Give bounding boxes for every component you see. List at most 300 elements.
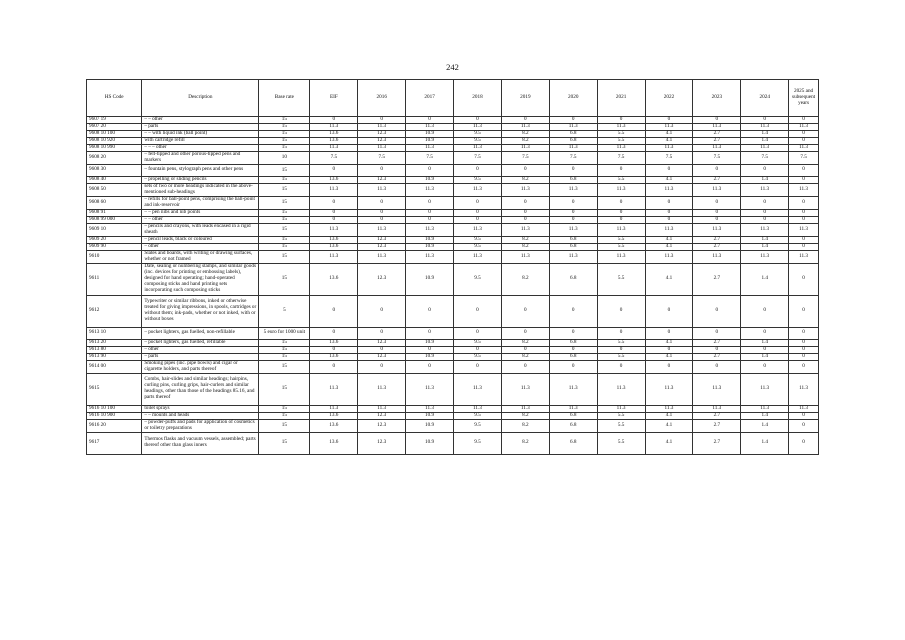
table-body [87,117,819,455]
rate-cell: 0 [645,164,693,176]
rate-cell: 0 [310,346,358,353]
rate-cell: 0 [597,209,645,216]
base-rate-cell: 15 [259,250,310,263]
rate-cell: 0 [310,295,358,327]
rate-cell: 7.5 [693,152,741,165]
col-eif: EIF [310,80,358,117]
hs-code-cell: 9608 50 [87,183,142,196]
col-2023: 2023 [693,80,741,117]
header-row [87,80,819,117]
rate-cell: 11.3 [549,145,597,152]
rate-cell: 7.5 [310,152,358,165]
rate-cell: 0 [597,196,645,209]
col-2018: 2018 [454,80,502,117]
base-rate-cell: 5 euro for 1000 unit [259,327,310,339]
description-cell: Smoking pipes (inc. pipe bowls) and cigar or cigarette holders, and parts thereof [142,360,259,373]
hs-code-cell: 9615 [87,373,142,405]
rate-cell: 11.3 [645,183,693,196]
table-row [87,152,819,165]
rate-cell: 0 [358,209,406,216]
hs-code-cell: 9613 90 [87,353,142,360]
description-cell: – parts [142,124,259,131]
description-cell: – – with liquid ink (ball point) [142,131,259,138]
rate-cell: 12.3 [358,243,406,250]
base-rate-cell: 15 [259,196,310,209]
rate-cell: 5.5 [597,339,645,346]
rate-cell: 13.6 [310,131,358,138]
rate-cell: 6.8 [549,339,597,346]
rate-cell: 0 [549,164,597,176]
rate-cell: 11.3 [597,373,645,405]
rate-cell: 11.3 [693,223,741,236]
base-rate-cell: 15 [259,164,310,176]
rate-cell: 2.7 [693,339,741,346]
rate-cell: 0 [310,327,358,339]
rate-cell: 0 [789,327,819,339]
rate-cell: 11.3 [741,183,789,196]
col-2020: 2020 [549,80,597,117]
rate-cell: 10.9 [406,243,454,250]
rate-cell: 4.1 [645,432,693,454]
col-hs-code: HS Code [87,80,142,117]
rate-cell: 11.3 [789,405,819,412]
base-rate-cell: 15 [259,360,310,373]
description-cell: Slates and boards, with writing or drawing surfaces, whether or not framed [142,250,259,263]
table-row [87,405,819,412]
rate-cell: 0 [454,295,502,327]
table-row [87,236,819,243]
rate-cell: 0 [549,327,597,339]
hs-code-cell: 9608 99 000 [87,216,142,223]
rate-cell: 0 [310,117,358,124]
rate-cell: 7.5 [454,152,502,165]
description-cell: – – other [142,216,259,223]
rate-cell: 11.3 [693,183,741,196]
base-rate-cell: 15 [259,412,310,419]
rate-cell: 5.5 [597,236,645,243]
hs-code-cell: 9612 [87,295,142,327]
table-row [87,117,819,124]
rate-cell: 11.3 [310,405,358,412]
rate-cell: 11.3 [645,250,693,263]
rate-cell: 12.3 [358,339,406,346]
rate-cell: 11.3 [741,405,789,412]
hs-code-cell: 9613 80 [87,346,142,353]
rate-cell: 0 [358,327,406,339]
rate-cell: 6.8 [549,419,597,432]
table-row [87,196,819,209]
description-cell: Combs, hair-slides and similar headings; hairpins, curling pins, curling grips, hair-curlers and similar headings, other than those of the headings 85.16, and parts thereof [142,373,259,405]
rate-cell: 11.3 [406,223,454,236]
rate-cell: 0 [597,164,645,176]
rate-cell: 0 [789,196,819,209]
rate-cell: 11.3 [789,223,819,236]
rate-cell: 6.8 [549,236,597,243]
rate-cell: 11.3 [741,124,789,131]
rate-cell: 0 [789,339,819,346]
rate-cell: 12.3 [358,353,406,360]
rate-cell: 7.5 [358,152,406,165]
rate-cell: 11.3 [597,183,645,196]
rate-cell: 1.4 [741,176,789,183]
rate-cell: 11.3 [501,223,549,236]
rate-cell: 11.3 [693,373,741,405]
rate-cell: 0 [501,216,549,223]
rate-cell: 11.3 [597,145,645,152]
description-cell: – pencil leads, black or coloured [142,236,259,243]
rate-cell: 0 [789,176,819,183]
hs-code-cell: 9607 19 [87,117,142,124]
rate-cell: 2.7 [693,131,741,138]
rate-cell: 0 [693,295,741,327]
description-cell: – pencils and crayons, with leads encased in a rigid sheath [142,223,259,236]
rate-cell: 11.3 [741,373,789,405]
rate-cell: 2.7 [693,353,741,360]
rate-cell: 0 [406,164,454,176]
rate-cell: 8.2 [501,432,549,454]
rate-cell: 13.6 [310,339,358,346]
rate-cell: 9.5 [454,339,502,346]
rate-cell: 9.5 [454,138,502,145]
table-row [87,209,819,216]
rate-cell: 0 [789,432,819,454]
rate-cell: 0 [406,327,454,339]
rate-cell: 0 [645,295,693,327]
rate-cell: 0 [406,346,454,353]
rate-cell: 11.3 [310,124,358,131]
rate-cell: 11.3 [310,250,358,263]
rate-cell: 1.4 [741,419,789,432]
col-2019: 2019 [501,80,549,117]
rate-cell: 8.2 [501,419,549,432]
rate-cell: 11.3 [454,183,502,196]
rate-cell: 11.3 [310,373,358,405]
description-cell: Date, sealing or numbering stamps, and similar goods (inc. devices for printing or embossing labels), designed for hand operating; hand-operated composing sticks and hand printing sets incorporating such composing sticks [142,263,259,295]
rate-cell: 0 [501,209,549,216]
table-row [87,138,819,145]
rate-cell: 0 [597,216,645,223]
base-rate-cell: 15 [259,373,310,405]
rate-cell: 11.3 [549,373,597,405]
hs-code-cell: 9614 00 [87,360,142,373]
rate-cell: 7.5 [645,152,693,165]
rate-cell: 9.5 [454,419,502,432]
description-cell: sets of two or more headings indicated in the above-mentioned sub-headings [142,183,259,196]
hs-code-cell: 9616 20 [87,419,142,432]
rate-cell: 13.6 [310,432,358,454]
rate-cell: 11.3 [693,405,741,412]
rate-cell: 0 [597,360,645,373]
rate-cell: 11.3 [406,183,454,196]
rate-cell: 0 [693,196,741,209]
rate-cell: 13.6 [310,138,358,145]
rate-cell: 7.5 [501,152,549,165]
base-rate-cell: 15 [259,183,310,196]
description-cell: – fountain pens, stylograph pens and other pens [142,164,259,176]
rate-cell: 11.3 [406,405,454,412]
rate-cell: 9.5 [454,243,502,250]
rate-cell: 11.3 [645,223,693,236]
rate-cell: 0 [358,196,406,209]
description-cell: – – – other [142,145,259,152]
rate-cell: 2.7 [693,412,741,419]
table-row [87,295,819,327]
rate-cell: 6.8 [549,176,597,183]
rate-cell: 11.3 [501,373,549,405]
description-cell: – – other [142,117,259,124]
rate-cell: 11.3 [501,250,549,263]
base-rate-cell: 15 [259,263,310,295]
base-rate-cell: 15 [259,353,310,360]
rate-cell: 0 [501,164,549,176]
rate-cell: 4.1 [645,131,693,138]
rate-cell: 0 [358,346,406,353]
rate-cell: 11.3 [358,124,406,131]
rate-cell: 13.6 [310,419,358,432]
rate-cell: 0 [501,327,549,339]
rate-cell: 0 [549,216,597,223]
base-rate-cell: 15 [259,346,310,353]
base-rate-cell: 15 [259,223,310,236]
rate-cell: 0 [789,346,819,353]
rate-cell: 10.9 [406,263,454,295]
rate-cell: 11.3 [741,223,789,236]
rate-cell: 8.2 [501,412,549,419]
table-row [87,223,819,236]
rate-cell: 0 [789,138,819,145]
rate-cell: 0 [645,117,693,124]
rate-cell: 10.9 [406,176,454,183]
rate-cell: 0 [789,236,819,243]
table-row [87,419,819,432]
hs-code-cell: 9608 91 [87,209,142,216]
rate-cell: 0 [310,196,358,209]
rate-cell: 1.4 [741,353,789,360]
rate-cell: 10.9 [406,131,454,138]
hs-code-cell: 9608 10 920 [87,138,142,145]
description-cell: toilet sprays [142,405,259,412]
rate-cell: 0 [693,327,741,339]
rate-cell: 11.3 [406,250,454,263]
description-cell: – – pen nibs and nib points [142,209,259,216]
rate-cell: 11.3 [693,145,741,152]
rate-cell: 9.5 [454,131,502,138]
description-cell: with cartridge refill [142,138,259,145]
hs-code-cell: 9608 10 990 [87,145,142,152]
rate-cell: 7.5 [597,152,645,165]
rate-cell: 11.3 [789,183,819,196]
rate-cell: 0 [693,216,741,223]
table-row [87,183,819,196]
description-cell: Thermos flasks and vacuum vessels, assembled; parts thereof other than glass inners [142,432,259,454]
rate-cell: 7.5 [789,152,819,165]
rate-cell: 0 [501,196,549,209]
rate-cell: 11.3 [645,145,693,152]
rate-cell: 0 [789,360,819,373]
base-rate-cell: 10 [259,152,310,165]
rate-cell: 0 [549,360,597,373]
rate-cell: 11.3 [693,124,741,131]
rate-cell: 6.8 [549,432,597,454]
rate-cell: 4.1 [645,176,693,183]
rate-cell: 1.4 [741,432,789,454]
rate-cell: 4.1 [645,138,693,145]
rate-cell: 0 [406,295,454,327]
rate-cell: 0 [693,360,741,373]
base-rate-cell: 15 [259,243,310,250]
rate-cell: 11.3 [454,373,502,405]
rate-cell: 11.3 [501,183,549,196]
rate-cell: 9.5 [454,263,502,295]
rate-cell: 0 [645,360,693,373]
rate-cell: 11.3 [358,373,406,405]
description-cell: – powder-puffs and pads for application of cosmetics or toiletry preparations [142,419,259,432]
rate-cell: 0 [741,346,789,353]
rate-cell: 0 [789,295,819,327]
rate-cell: 12.3 [358,138,406,145]
rate-cell: 0 [693,117,741,124]
rate-cell: 1.4 [741,236,789,243]
rate-cell: 4.1 [645,243,693,250]
rate-cell: 0 [549,295,597,327]
rate-cell: 0 [358,295,406,327]
rate-cell: 0 [406,360,454,373]
hs-code-cell: 9611 [87,263,142,295]
rate-cell: 1.4 [741,339,789,346]
rate-cell: 11.3 [789,145,819,152]
rate-cell: 9.5 [454,176,502,183]
rate-cell: 11.3 [549,405,597,412]
col-2024: 2024 [741,80,789,117]
rate-cell: 0 [406,117,454,124]
rate-cell: 1.4 [741,243,789,250]
description-cell: – felt-tipped and other porous-tipped pens and markers [142,152,259,165]
rate-cell: 0 [693,164,741,176]
description-cell: – refills for ball-point pens, comprising the ball-point and ink-reservoir [142,196,259,209]
hs-code-cell: 9616 10 900 [87,412,142,419]
hs-code-cell: 9607 20 [87,124,142,131]
base-rate-cell: 15 [259,176,310,183]
rate-cell: 0 [789,216,819,223]
rate-cell: 0 [597,117,645,124]
rate-cell: 7.5 [406,152,454,165]
base-rate-cell: 15 [259,138,310,145]
rate-cell: 0 [789,419,819,432]
rate-cell: 13.6 [310,412,358,419]
rate-cell: 0 [501,346,549,353]
rate-cell: 6.8 [549,353,597,360]
rate-cell: 6.8 [549,131,597,138]
rate-cell: 11.3 [549,250,597,263]
rate-cell: 5.5 [597,243,645,250]
rate-cell: 11.3 [454,223,502,236]
rate-cell: 11.3 [645,373,693,405]
base-rate-cell: 15 [259,405,310,412]
description-cell: – other [142,346,259,353]
rate-cell: 5.5 [597,138,645,145]
rate-cell: 0 [741,196,789,209]
rate-cell: 9.5 [454,236,502,243]
rate-cell: 0 [741,216,789,223]
description-cell: – propelling or sliding pencils [142,176,259,183]
rate-cell: 9.5 [454,353,502,360]
hs-code-cell: 9613 20 [87,339,142,346]
rate-cell: 6.8 [549,243,597,250]
rate-cell: 11.3 [358,223,406,236]
rate-cell: 13.6 [310,243,358,250]
rate-cell: 12.3 [358,412,406,419]
rate-cell: 0 [693,346,741,353]
rate-cell: 13.6 [310,353,358,360]
rate-cell: 8.2 [501,176,549,183]
rate-cell: 5.5 [597,131,645,138]
rate-cell: 11.3 [358,183,406,196]
rate-cell: 1.4 [741,412,789,419]
rate-cell: 0 [789,117,819,124]
rate-cell: 11.3 [693,250,741,263]
table-row [87,164,819,176]
table-row [87,373,819,405]
rate-cell: 9.5 [454,432,502,454]
base-rate-cell: 15 [259,124,310,131]
rate-cell: 11.3 [597,124,645,131]
rate-cell: 11.3 [406,373,454,405]
rate-cell: 11.3 [645,124,693,131]
rate-cell: 0 [741,327,789,339]
rate-cell: 11.3 [406,145,454,152]
tariff-table [86,79,819,455]
hs-code-cell: 9613 10 [87,327,142,339]
rate-cell: 6.8 [549,412,597,419]
rate-cell: 8.2 [501,131,549,138]
base-rate-cell: 5 [259,295,310,327]
base-rate-cell: 15 [259,117,310,124]
rate-cell: 11.3 [501,405,549,412]
description-cell: – pocket lighters, gas fuelled, refillable [142,339,259,346]
rate-cell: 11.3 [789,124,819,131]
rate-cell: 5.5 [597,412,645,419]
rate-cell: 11.3 [310,145,358,152]
rate-cell: 7.5 [549,152,597,165]
rate-cell: 0 [645,216,693,223]
rate-cell: 8.2 [501,243,549,250]
rate-cell: 11.3 [358,250,406,263]
rate-cell: 0 [549,346,597,353]
table-row [87,432,819,454]
rate-cell: 12.3 [358,419,406,432]
rate-cell: 0 [358,117,406,124]
rate-cell: 0 [789,164,819,176]
rate-cell: 4.1 [645,263,693,295]
rate-cell: 0 [310,360,358,373]
rate-cell: 11.3 [454,405,502,412]
rate-cell: 2.7 [693,138,741,145]
rate-cell: 11.3 [454,124,502,131]
rate-cell: 0 [549,117,597,124]
col-description: Description [142,80,259,117]
base-rate-cell: 15 [259,419,310,432]
table-row [87,346,819,353]
rate-cell: 12.3 [358,263,406,295]
rate-cell: 0 [454,346,502,353]
rate-cell: 0 [597,295,645,327]
table-row [87,131,819,138]
description-cell: – parts [142,353,259,360]
rate-cell: 9.5 [454,412,502,419]
rate-cell: 2.7 [693,263,741,295]
rate-cell: 0 [501,117,549,124]
base-rate-cell: 15 [259,432,310,454]
